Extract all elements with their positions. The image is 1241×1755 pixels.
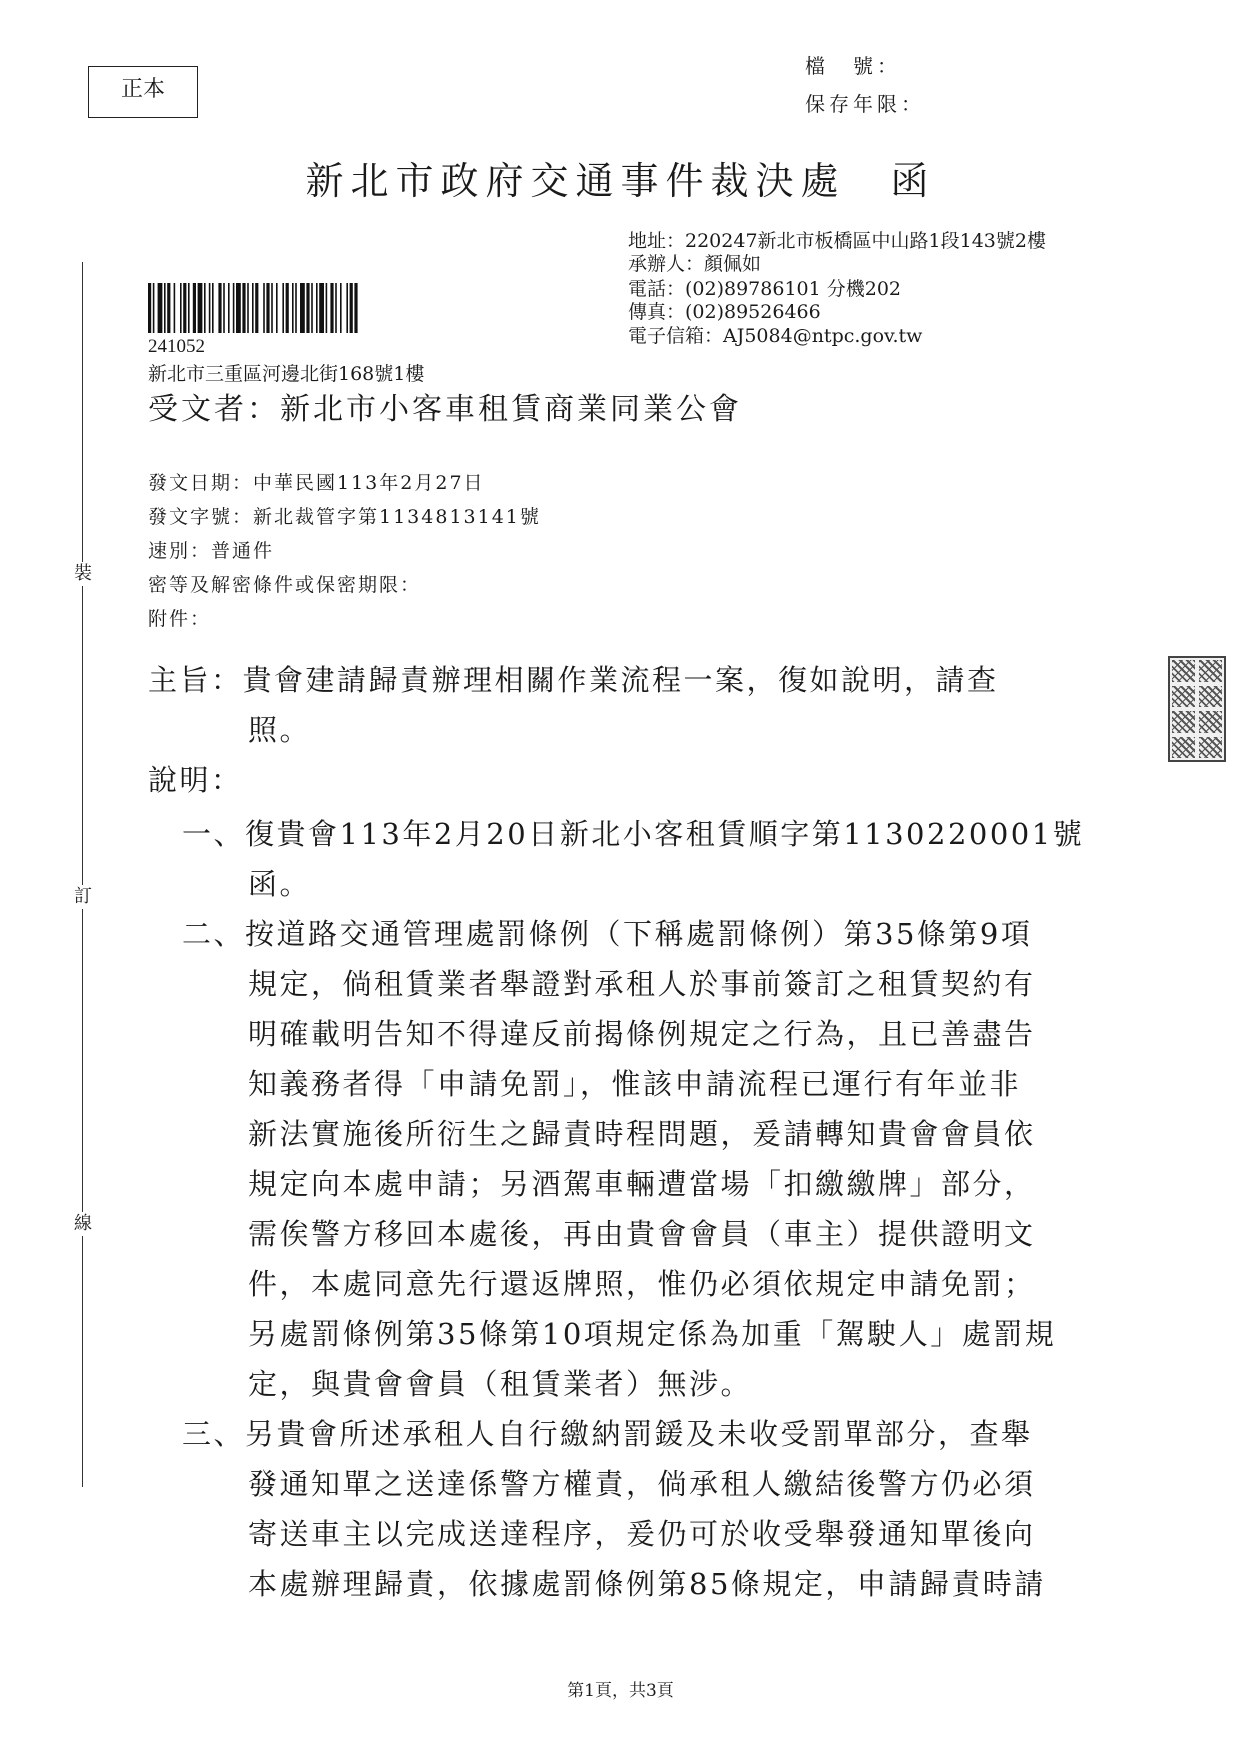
item-two-line: 明確載明告知不得違反前揭條例規定之行為，且已善盡告 [248,1017,1036,1051]
subject-line-2: 照。 [248,713,312,747]
official-seal [1168,656,1226,762]
item-two-line: 另處罰條例第35條第10項規定係為加重「駕駛人」處罰規 [248,1317,1057,1351]
retention-period-label: 保存年限： [805,92,925,116]
binding-mark-zhuang: 裝 [70,562,96,586]
item-two-line: 需俟警方移回本處後，再由貴會會員（車主）提供證明文 [248,1217,1036,1251]
subject-line-1: 主旨：貴會建請歸責辦理相關作業流程一案，復如說明，請查 [148,663,999,697]
postal-code: 241052 [148,336,205,357]
item-one-line: 函。 [248,867,312,901]
binding-line [82,262,83,1487]
fax-number: 傳真：(02)89526466 [628,301,821,323]
explanation-label: 說明： [148,763,243,797]
secrecy-level: 密等及解密條件或保密期限： [148,574,422,596]
item-two-line: 新法實施後所衍生之歸責時程問題，爰請轉知貴會會員依 [248,1117,1036,1151]
item-two-line: 知義務者得「申請免罰」，惟該申請流程已運行有年並非 [248,1067,1022,1101]
original-copy-stamp: 正本 [88,66,198,118]
email-address: 電子信箱：AJ5084@ntpc.gov.tw [628,325,923,347]
document-title: 新北市政府交通事件裁決處 函 [305,159,936,203]
item-two-line: 二、按道路交通管理處罰條例（下稱處罰條例）第35條第9項 [182,917,1033,951]
speed-category: 速別：普通件 [148,540,275,562]
handler-name: 承辦人：顏佩如 [628,253,762,275]
sender-address: 地址：220247新北市板橋區中山路1段143號2樓 [628,230,1046,252]
file-number-label: 檔 號： [805,54,901,78]
page-footer: 第1頁，共3頁 [567,1681,674,1701]
recipient-address: 新北市三重區河邊北街168號1樓 [148,363,425,385]
phone-number: 電話：(02)89786101 分機202 [628,278,902,300]
item-three-line: 三、另貴會所述承租人自行繳納罰鍰及未收受罰單部分，查舉 [182,1417,1033,1451]
item-two-line: 件，本處同意先行還返牌照，惟仍必須依規定申請免罰； [248,1267,1036,1301]
item-two-line: 定，與貴會會員（租賃業者）無涉。 [248,1367,753,1401]
recipient-name: 受文者：新北市小客車租賃商業同業公會 [148,392,742,427]
binding-mark-xian: 線 [70,1212,96,1236]
item-three-line: 寄送車主以完成送達程序，爰仍可於收受舉發通知單後向 [248,1517,1036,1551]
item-two-line: 規定，倘租賃業者舉證對承租人於事前簽訂之租賃契約有 [248,967,1036,1001]
document-number: 發文字號：新北裁管字第1134813141號 [148,506,541,528]
binding-mark-ding: 訂 [70,885,96,909]
item-three-line: 發通知單之送達係警方權責，倘承租人繳結後警方仍必須 [248,1467,1036,1501]
item-one-line: 一、復貴會113年2月20日新北小客租賃順字第1130220001號 [182,817,1085,851]
barcode [148,283,448,333]
item-two-line: 規定向本處申請；另酒駕車輛遭當場「扣繳繳牌」部分， [248,1167,1036,1201]
issue-date: 發文日期：中華民國113年2月27日 [148,472,485,494]
item-three-line: 本處辦理歸責，依據處罰條例第85條規定，申請歸責時請 [248,1567,1046,1601]
attachment-label: 附件： [148,608,212,630]
